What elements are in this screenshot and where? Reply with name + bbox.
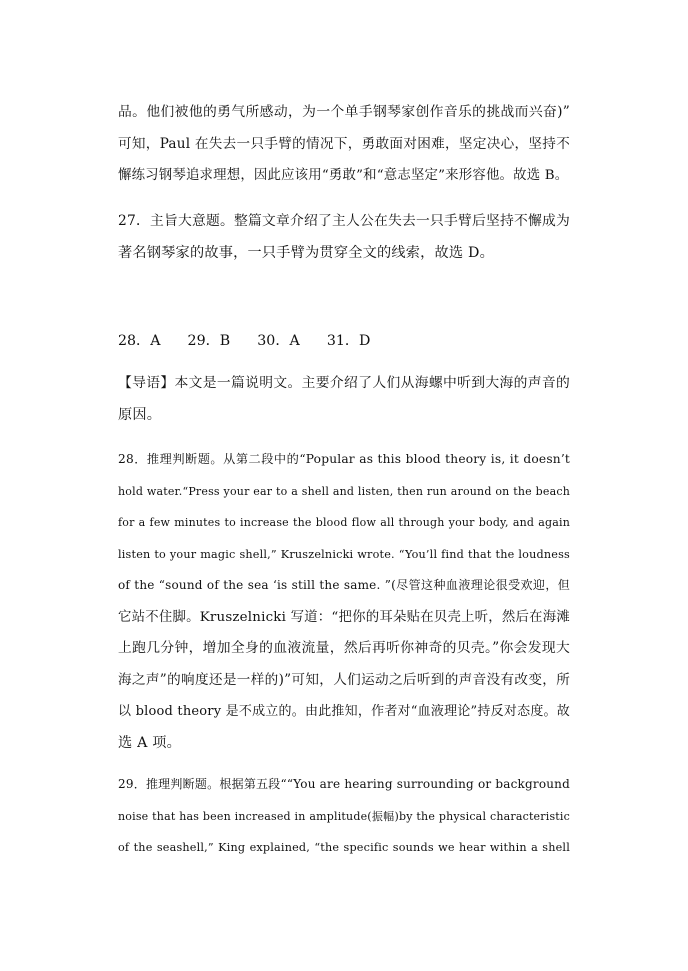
- paragraph-explanation-29: [118, 769, 570, 864]
- text-line: noise that has been increased in amplitude(振幅)by the physical characteristic: [118, 809, 570, 823]
- text-line: 懈练习钢琴追求理想，因此应该用“勇敢”和“意志坚定”来形容他。故选 B。: [118, 168, 569, 183]
- text-line: 可知，Paul 在失去一只手臂的情况下，勇敢面对困难，坚定决心，坚持不: [118, 135, 570, 152]
- text-line: 上跑几分钟，增加全身的血液流量，然后再听你神奇的贝壳。”你会发现大: [118, 640, 570, 656]
- text-line: listen to your magic shell,” Kruszelnicki wrote. “You’ll find that the loudness: [118, 547, 570, 561]
- text-line: of the seashell,” King explained, “the specific sounds we hear within a shell: [118, 841, 570, 854]
- text-line: of the “sound of the sea ‘is still the same. ”(尽管这种血液理论很受欢迎，但: [118, 578, 570, 592]
- text-line: 海之声”的响度还是一样的)”可知，人们运动之后听到的声音没有改变，所: [118, 671, 570, 688]
- text-line: hold water.“Press your ear to a shell and listen, then run around on the beach: [118, 484, 570, 498]
- text-line: 原因。: [118, 406, 162, 423]
- text-line: 以 blood theory 是不成立的。由此推知，作者对“血液理论”持反对态度。故: [118, 704, 570, 719]
- text-line: 【导语】本文是一篇说明文。主要介绍了人们从海螺中听到大海的声音的: [118, 375, 570, 391]
- text-line: 品。他们被他的勇气所感动，为一个单手钢琴家创作音乐的挑战而兴奋)”: [118, 104, 570, 120]
- paragraph-intro-guide: [118, 368, 570, 431]
- paragraph-explanation-26-end: [118, 97, 570, 192]
- paragraph-explanation-27: [118, 206, 570, 269]
- text-line: 29．推理判断题。根据第五段““You are hearing surrounding or background: [118, 777, 570, 791]
- answer-key-28-31: 28．A 29．B 30．A 31．D: [118, 333, 371, 349]
- text-line: 27．主旨大意题。整篇文章介绍了主人公在失去一只手臂后坚持不懈成为: [118, 213, 570, 229]
- text-line: for a few minutes to increase the blood flow all through your body, and again: [118, 516, 570, 529]
- text-line: 选 A 项。: [118, 734, 182, 751]
- paragraph-explanation-28: [118, 444, 570, 759]
- text-line: 著名钢琴家的故事，一只手臂为贯穿全文的线索，故选 D。: [118, 244, 494, 261]
- text-line: 28．推理判断题。从第二段中的“Popular as this blood theory is, it doesn’t: [118, 452, 570, 466]
- text-line: 它站不住脚。Kruszelnicki 写道：“把你的耳朵贴在贝壳上听，然后在海滩: [118, 609, 570, 625]
